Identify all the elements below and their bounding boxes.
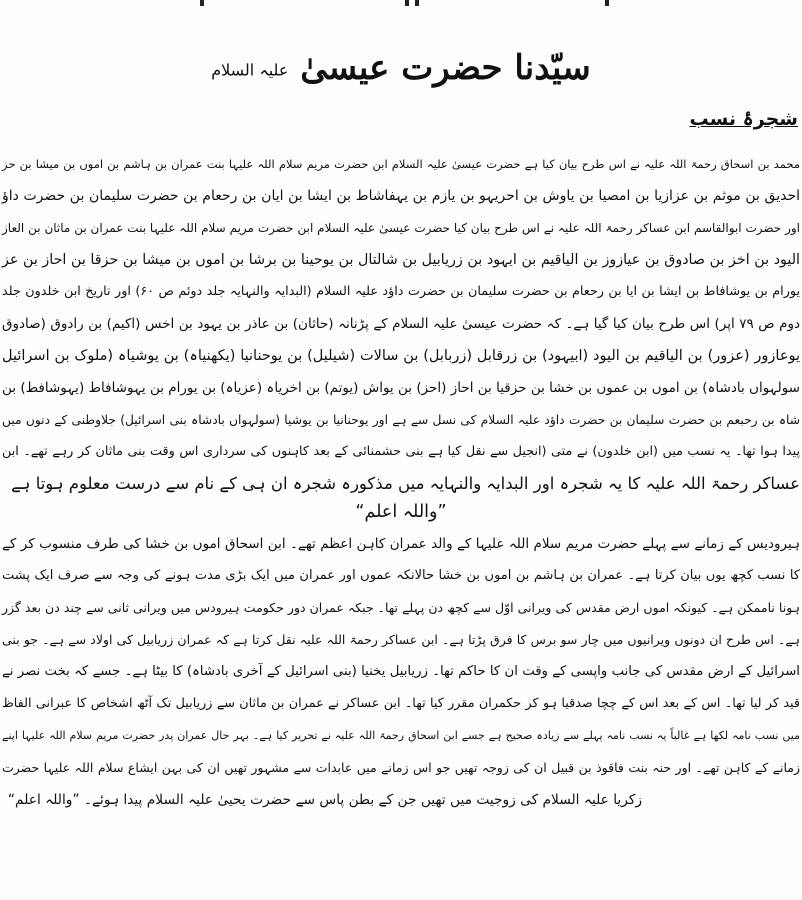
text-line: اور حضرت ابوالقاسم ابن عساکر رحمۃ اللہ علیہ نے اس طرح بیان کیا حضرت عیسیٰ علیہ السلام ابن حضرت مریم سلام اللہ علیہا بنت عمران بن ماثان بن العاز	[2, 221, 800, 235]
text-line: زکریا علیہ السلام کی زوجیت میں تھیں جن کے بطن پاس سے حضرت یحییٰ علیہ السلام پیدا ہوئے۔ ”واللہ اعلم“	[7, 792, 642, 808]
text-line: شاہ بن رحبعم بن حضرت سلیمان بن حضرت داؤد علیہ السلام کی نسل سے ہے اور یوحنانیا بن یوشیا (سولہواں بادشاہ بنی اسرائیل) جلاوطنی کے دنوں میں	[2, 413, 800, 427]
text-line: یورام بن یوشافاط بن ایشا بن ایا بن رحعام بن حضرت سلیمان بن حضرت داؤد علیہ السلام (البدایہ والنہایہ جلد دوئم ص ۶۰) اور تاریخ ابن خلدون جلد	[2, 284, 800, 299]
section-heading: شجرۂ نسب	[689, 108, 798, 130]
text-line: زمانے کے کاہن تھے۔ اور حنہ بنت فاقوذ بن قبیل ان کی زوجہ تھیں جو اس زمانے میں عابدات سے مشہور تھیں ان کی بہن ایشاع سلام اللہ علیہا حضرت	[2, 760, 800, 775]
text-line: قید کر لیا تھا۔ اس کے بعد اس کے چچا صدقیا ہو کر حکمران مقرر کیا تھا۔ ابن عساکر نے عمران بن ماثان سے زریابیل تک آٹھ اشخاص کا عبرانی الفاظ	[2, 696, 800, 711]
title-main: سیّدنا حضرت عیسیٰ	[300, 48, 591, 88]
page-title	[0, 48, 802, 88]
text-line: محمد بن اسحاق رحمۃ اللہ علیہ نے اس طرح بیان کیا ہے حضرت عیسیٰ علیہ السلام ابن حضرت مریم سلام اللہ علیہا بنت عمران بن ہاشم بن اموں بن میشا بن حز	[2, 157, 800, 171]
text-line: پیدا ہوا تھا۔ یہ نسب میں (ابن خلدون) نے متی (انجیل سے نقل کیا ہے بنی حشمنائی کے بعد کاہنوں کی سرداری اس وقت بنی ماثان کر رہے تھے۔ ابن	[2, 444, 800, 459]
text-line: یوعازور (عزور) بن الیاقیم بن الیود (ابیہود) بن زرقابل (زربابل) بن سالات (شیلیل) بن یوحنانیا (یکھنیاہ) بن یوشیاہ (ملوک بن اسرائیل	[2, 348, 800, 364]
text-line: اسرائیل کے ارض مقدس کی جانب واپسی کے وقت ان کا حاکم تھا۔ زریابیل یخنیا (بنی اسرائیل کے آخری بادشاہ) کا بیٹا ہے۔ جسے کہ بخت نصر نے	[2, 664, 800, 679]
text-line: ہونا ناممکن ہے۔ کیونکہ اموں ارض مقدس کی ویرانی اوّل سے کچھ دن پہلے تھا۔ جبکہ عمران دور حکومت ہیرودس میں ویرانی ثانی سے چند دن بعد گزر	[2, 600, 800, 615]
text-line: احدیق بن موثم بن عزازیا بن امصیا بن یاوش بن احریہو بن یازم بن یہفاشاط بن ایشا بن ایان بن رحعام بن حضرت سلیمان بن حضرت داؤ	[2, 188, 800, 204]
text-line: الیود بن اخز بن صادوق بن عیازوز بن الیاقیم بن ایہود بن زریابیل بن شالتال بن یوحینا بن برشا بن اموں بن میشا بن حزقا بن احاز بن عز	[2, 252, 800, 268]
top-edge-marks	[200, 0, 620, 6]
text-line: سولہواں بادشاہ) بن اموں بن عموں بن خشا بن حزقیا بن احاز (احز) بن یواش (یوتم) بن اخریاہ (عزیاہ) بن یورام بن یہوشافاط (یہوشافط) بن	[2, 380, 800, 396]
title-honorific: علیہ السلام	[211, 60, 289, 80]
text-line: ہے۔ اس طرح ان دونوں ویرانیوں میں چار سو برس کا فرق پڑتا ہے۔ ابن عساکر رحمۃ اللہ علیہ نقل کرتا ہے کہ عمران زریابیل کی اولاد سے ہے۔ جو بنی	[2, 632, 800, 647]
text-line: دوم ص ۷۹ اپر) اس طرح بیان کیا گیا ہے۔ کہ حضرت عیسیٰ علیہ السلام کے پڑنانہ (حاثان) بن عاذر بن یہود بن اخس (اکیم) بن رادوق (صادوق	[2, 316, 800, 332]
text-line: میں نسب نامہ لکھا ہے غالباً یہ نسب نامہ پہلے سے زیادہ صحیح ہے جسے ابن اسحاق رحمۃ اللہ علیہ نے تحریر کیا ہے۔ بہر حال عمران پدر حضرت مریم سلام اللہ علیہا اپنے	[2, 729, 800, 742]
closing-phrase: ”واللہ اعلم“	[355, 502, 447, 522]
text-line: ہیرودیس کے زمانے سے پہلے حضرت مریم سلام اللہ علیہا کے والد عمران کاہن اعظم تھے۔ ابن اسحاق اموں بن خشا کی طرف منسوب کر کے	[2, 536, 800, 552]
text-line: کا نسب کچھ یوں بیان کرتا ہے۔ عمران بن ہاشم بن اموں بن خشا حالانکہ عموں اور عمران میں ایک بڑی مدت ہونے کی وجہ سے صرف ایک پشت	[2, 568, 800, 583]
text-line: عساکر رحمۃ اللہ علیہ کا یہ شجرہ اور البدایہ والنہایہ میں مذکورہ شجرہ ان ہی کے نام سے درست معلوم ہوتا ہے	[11, 474, 800, 493]
